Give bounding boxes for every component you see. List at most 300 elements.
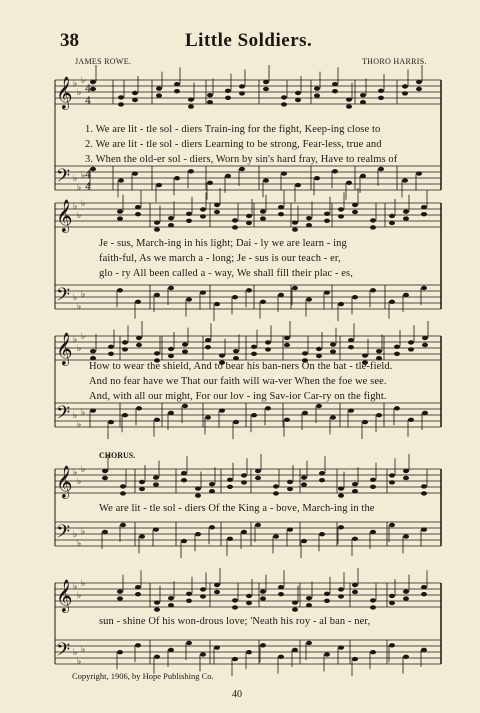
flat-icon: ♭ bbox=[73, 293, 78, 303]
note-head bbox=[136, 336, 142, 340]
note-head bbox=[154, 607, 160, 611]
note-head bbox=[352, 590, 358, 594]
note-head bbox=[402, 91, 408, 95]
note-head bbox=[314, 86, 320, 90]
note-head bbox=[403, 469, 409, 473]
flat-icon: ♭ bbox=[81, 527, 86, 537]
note-head bbox=[306, 216, 312, 220]
note-head bbox=[284, 336, 290, 340]
note-head bbox=[403, 655, 409, 659]
note-head bbox=[255, 476, 261, 480]
note-head bbox=[200, 214, 206, 218]
note-head bbox=[324, 592, 330, 596]
note-head bbox=[188, 104, 194, 108]
note-head bbox=[225, 89, 231, 93]
note-head bbox=[168, 223, 174, 227]
flat-icon: ♭ bbox=[77, 477, 82, 487]
note-head bbox=[246, 601, 252, 605]
flat-icon: ♭ bbox=[73, 648, 78, 658]
note-head bbox=[338, 645, 344, 649]
note-head bbox=[319, 471, 325, 475]
flat-icon: ♭ bbox=[73, 174, 78, 184]
flat-icon: ♭ bbox=[81, 408, 86, 418]
note-head bbox=[153, 482, 159, 486]
note-head bbox=[135, 585, 141, 589]
note-head bbox=[263, 87, 269, 91]
note-head bbox=[209, 482, 215, 486]
note-head bbox=[338, 587, 344, 591]
flat-icon: ♭ bbox=[81, 76, 86, 86]
lyric-line: And no fear have we That our faith will wa-ver When the foe we see. bbox=[89, 376, 387, 387]
note-head bbox=[273, 484, 279, 488]
note-head bbox=[174, 89, 180, 93]
note-head bbox=[421, 527, 427, 531]
note-head bbox=[260, 589, 266, 593]
note-head bbox=[306, 223, 312, 227]
note-head bbox=[153, 475, 159, 479]
note-head bbox=[132, 91, 138, 95]
note-head bbox=[316, 404, 322, 408]
note-head bbox=[295, 91, 301, 95]
note-head bbox=[132, 98, 138, 102]
note-head bbox=[408, 347, 414, 351]
note-head bbox=[260, 300, 266, 304]
note-head bbox=[263, 80, 269, 84]
note-head bbox=[403, 476, 409, 480]
note-head bbox=[330, 349, 336, 353]
note-head bbox=[394, 345, 400, 349]
note-head bbox=[214, 645, 220, 649]
note-head bbox=[135, 205, 141, 209]
note-head bbox=[324, 212, 330, 216]
note-head bbox=[186, 297, 192, 301]
note-head bbox=[352, 537, 358, 541]
note-head bbox=[292, 220, 298, 224]
note-head bbox=[239, 167, 245, 171]
note-head bbox=[132, 171, 138, 175]
lyric-line: How to wear the shield, And to bear his ban-ners On the bat - tle-field. bbox=[89, 361, 393, 372]
note-head bbox=[403, 293, 409, 297]
time-signature: 4 bbox=[85, 182, 92, 193]
note-head bbox=[186, 592, 192, 596]
note-head bbox=[168, 596, 174, 600]
note-head bbox=[214, 590, 220, 594]
note-head bbox=[154, 227, 160, 231]
note-head bbox=[168, 411, 174, 415]
note-head bbox=[421, 491, 427, 495]
note-head bbox=[370, 288, 376, 292]
note-head bbox=[338, 207, 344, 211]
note-head bbox=[260, 596, 266, 600]
note-head bbox=[108, 352, 114, 356]
note-head bbox=[139, 534, 145, 538]
note-head bbox=[102, 469, 108, 473]
note-head bbox=[227, 478, 233, 482]
note-head bbox=[281, 95, 287, 99]
note-head bbox=[352, 583, 358, 587]
note-head bbox=[389, 601, 395, 605]
note-head bbox=[188, 169, 194, 173]
note-head bbox=[233, 356, 239, 360]
note-head bbox=[330, 415, 336, 419]
note-head bbox=[182, 404, 188, 408]
page-number: 40 bbox=[232, 689, 242, 700]
note-head bbox=[422, 411, 428, 415]
note-head bbox=[370, 530, 376, 534]
note-head bbox=[135, 643, 141, 647]
note-head bbox=[306, 641, 312, 645]
note-head bbox=[90, 356, 96, 360]
flat-icon: ♭ bbox=[81, 645, 86, 655]
note-head bbox=[154, 293, 160, 297]
note-head bbox=[174, 176, 180, 180]
lyric-line: 1. We are lit - tle sol - diers Train-ing for the fight, Keep-ing close to bbox=[85, 124, 381, 135]
chorus-label: CHORUS. bbox=[99, 451, 136, 460]
note-head bbox=[360, 100, 366, 104]
note-head bbox=[108, 345, 114, 349]
note-head bbox=[278, 592, 284, 596]
note-head bbox=[287, 480, 293, 484]
note-head bbox=[389, 221, 395, 225]
note-head bbox=[403, 589, 409, 593]
note-head bbox=[338, 302, 344, 306]
note-head bbox=[389, 643, 395, 647]
note-head bbox=[332, 82, 338, 86]
note-head bbox=[200, 207, 206, 211]
note-head bbox=[370, 650, 376, 654]
note-head bbox=[421, 585, 427, 589]
note-head bbox=[239, 84, 245, 88]
flat-icon: ♭ bbox=[77, 344, 82, 354]
note-head bbox=[421, 648, 427, 652]
note-head bbox=[278, 293, 284, 297]
note-head bbox=[338, 594, 344, 598]
note-head bbox=[301, 482, 307, 486]
note-head bbox=[118, 178, 124, 182]
note-head bbox=[200, 652, 206, 656]
treble-clef-icon: 𝄞 bbox=[56, 199, 73, 232]
flat-icon: ♭ bbox=[73, 202, 78, 212]
note-head bbox=[219, 353, 225, 357]
note-head bbox=[316, 354, 322, 358]
treble-clef-icon: 𝄞 bbox=[56, 332, 73, 365]
note-head bbox=[207, 100, 213, 104]
note-head bbox=[287, 527, 293, 531]
note-head bbox=[207, 93, 213, 97]
note-head bbox=[205, 338, 211, 342]
flat-icon: ♭ bbox=[73, 335, 78, 345]
note-head bbox=[154, 600, 160, 604]
note-head bbox=[421, 592, 427, 596]
note-head bbox=[389, 473, 395, 477]
note-head bbox=[352, 203, 358, 207]
note-head bbox=[195, 486, 201, 490]
note-head bbox=[168, 286, 174, 290]
bass-clef-icon: 𝄢 bbox=[56, 166, 71, 191]
note-head bbox=[232, 657, 238, 661]
note-head bbox=[120, 523, 126, 527]
note-head bbox=[421, 484, 427, 488]
note-head bbox=[316, 347, 322, 351]
note-head bbox=[273, 491, 279, 495]
note-head bbox=[227, 485, 233, 489]
flat-icon: ♭ bbox=[73, 468, 78, 478]
note-head bbox=[122, 347, 128, 351]
treble-clef-icon: 𝄞 bbox=[56, 465, 73, 498]
note-head bbox=[416, 171, 422, 175]
note-head bbox=[265, 347, 271, 351]
note-head bbox=[225, 174, 231, 178]
flat-icon: ♭ bbox=[81, 332, 86, 342]
hymn-title: Little Soldiers. bbox=[185, 30, 313, 51]
note-head bbox=[265, 340, 271, 344]
flat-icon: ♭ bbox=[77, 302, 82, 312]
note-head bbox=[403, 216, 409, 220]
lyric-line: 3. When the old-er sol - diers, Worn by sin's hard fray, Have to realms of bbox=[85, 154, 398, 165]
note-head bbox=[376, 413, 382, 417]
time-signature: 4 bbox=[85, 96, 92, 107]
note-head bbox=[188, 97, 194, 101]
note-head bbox=[295, 183, 301, 187]
note-head bbox=[227, 537, 233, 541]
note-head bbox=[338, 486, 344, 490]
note-head bbox=[348, 345, 354, 349]
flat-icon: ♭ bbox=[77, 88, 82, 98]
note-head bbox=[295, 98, 301, 102]
note-head bbox=[186, 212, 192, 216]
note-head bbox=[422, 343, 428, 347]
note-head bbox=[389, 214, 395, 218]
note-head bbox=[378, 96, 384, 100]
note-head bbox=[324, 219, 330, 223]
note-head bbox=[370, 478, 376, 482]
flat-icon: ♭ bbox=[81, 290, 86, 300]
note-head bbox=[241, 473, 247, 477]
note-head bbox=[278, 212, 284, 216]
note-head bbox=[102, 476, 108, 480]
note-head bbox=[200, 587, 206, 591]
copyright-notice: Copyright, 1906, by Hope Publishing Co. bbox=[72, 671, 214, 681]
note-head bbox=[251, 345, 257, 349]
note-head bbox=[394, 406, 400, 410]
bass-clef-icon: 𝄢 bbox=[56, 403, 71, 428]
note-head bbox=[139, 487, 145, 491]
note-head bbox=[154, 418, 160, 422]
note-head bbox=[301, 539, 307, 543]
note-head bbox=[260, 216, 266, 220]
note-head bbox=[168, 354, 174, 358]
note-head bbox=[232, 218, 238, 222]
note-head bbox=[232, 605, 238, 609]
lyric-line: faith-ful, As we march a - long; Je - sus is our teach - er, bbox=[99, 253, 341, 264]
note-head bbox=[265, 406, 271, 410]
note-head bbox=[389, 480, 395, 484]
note-head bbox=[181, 471, 187, 475]
flat-icon: ♭ bbox=[73, 582, 78, 592]
flat-icon: ♭ bbox=[77, 211, 82, 221]
note-head bbox=[246, 594, 252, 598]
note-head bbox=[292, 648, 298, 652]
note-head bbox=[117, 209, 123, 213]
note-head bbox=[302, 411, 308, 415]
note-head bbox=[239, 91, 245, 95]
note-head bbox=[255, 523, 261, 527]
note-head bbox=[232, 598, 238, 602]
hymn-number: 38 bbox=[60, 30, 79, 51]
note-head bbox=[287, 487, 293, 491]
flat-icon: ♭ bbox=[81, 199, 86, 209]
note-head bbox=[348, 338, 354, 342]
note-head bbox=[225, 96, 231, 100]
note-head bbox=[246, 650, 252, 654]
note-head bbox=[156, 86, 162, 90]
note-head bbox=[260, 209, 266, 213]
note-head bbox=[403, 209, 409, 213]
note-head bbox=[174, 82, 180, 86]
note-head bbox=[338, 493, 344, 497]
note-head bbox=[182, 349, 188, 353]
lyric-line: sun - shine Of his won-drous love; 'Neath his roy - al ban - ner, bbox=[99, 616, 371, 627]
note-head bbox=[120, 491, 126, 495]
note-head bbox=[330, 342, 336, 346]
note-head bbox=[90, 408, 96, 412]
note-head bbox=[168, 216, 174, 220]
note-head bbox=[118, 102, 124, 106]
flat-icon: ♭ bbox=[77, 591, 82, 601]
note-head bbox=[302, 351, 308, 355]
note-head bbox=[281, 102, 287, 106]
note-head bbox=[118, 95, 124, 99]
note-head bbox=[389, 300, 395, 304]
note-head bbox=[284, 418, 290, 422]
note-head bbox=[284, 343, 290, 347]
note-head bbox=[195, 532, 201, 536]
note-head bbox=[156, 183, 162, 187]
note-head bbox=[154, 351, 160, 355]
note-head bbox=[214, 203, 220, 207]
note-head bbox=[416, 80, 422, 84]
note-head bbox=[332, 89, 338, 93]
note-head bbox=[200, 290, 206, 294]
note-head bbox=[205, 415, 211, 419]
note-head bbox=[168, 603, 174, 607]
note-head bbox=[260, 643, 266, 647]
note-head bbox=[314, 93, 320, 97]
note-head bbox=[378, 89, 384, 93]
note-head bbox=[233, 420, 239, 424]
note-head bbox=[376, 349, 382, 353]
note-head bbox=[207, 181, 213, 185]
note-head bbox=[281, 171, 287, 175]
note-head bbox=[136, 343, 142, 347]
note-head bbox=[263, 178, 269, 182]
note-head bbox=[306, 603, 312, 607]
note-head bbox=[332, 169, 338, 173]
note-head bbox=[154, 220, 160, 224]
note-head bbox=[278, 655, 284, 659]
note-head bbox=[389, 523, 395, 527]
note-head bbox=[338, 214, 344, 218]
lyric-line: We are lit - tle sol - diers Of the King a - bove, March-ing in the bbox=[99, 503, 375, 514]
note-head bbox=[362, 353, 368, 357]
note-head bbox=[214, 210, 220, 214]
note-head bbox=[408, 340, 414, 344]
note-head bbox=[403, 534, 409, 538]
note-head bbox=[154, 655, 160, 659]
note-head bbox=[402, 178, 408, 182]
note-head bbox=[120, 484, 126, 488]
note-head bbox=[319, 478, 325, 482]
note-head bbox=[402, 84, 408, 88]
note-head bbox=[122, 413, 128, 417]
note-head bbox=[306, 297, 312, 301]
note-head bbox=[233, 349, 239, 353]
note-head bbox=[360, 93, 366, 97]
flat-icon: ♭ bbox=[73, 530, 78, 540]
note-head bbox=[416, 87, 422, 91]
time-signature: 4 bbox=[85, 170, 92, 181]
note-head bbox=[181, 478, 187, 482]
note-head bbox=[186, 641, 192, 645]
note-head bbox=[278, 205, 284, 209]
note-head bbox=[186, 219, 192, 223]
note-head bbox=[376, 356, 382, 360]
note-head bbox=[241, 480, 247, 484]
note-head bbox=[273, 534, 279, 538]
note-head bbox=[255, 469, 261, 473]
flat-icon: ♭ bbox=[81, 171, 86, 181]
note-head bbox=[122, 340, 128, 344]
note-head bbox=[139, 480, 145, 484]
note-head bbox=[403, 596, 409, 600]
note-head bbox=[108, 420, 114, 424]
note-head bbox=[360, 174, 366, 178]
note-head bbox=[168, 648, 174, 652]
author-credit: JAMES ROWE. bbox=[75, 57, 132, 66]
note-head bbox=[346, 104, 352, 108]
note-head bbox=[362, 420, 368, 424]
note-head bbox=[324, 290, 330, 294]
note-head bbox=[186, 599, 192, 603]
note-head bbox=[370, 225, 376, 229]
note-head bbox=[278, 585, 284, 589]
note-head bbox=[246, 288, 252, 292]
note-head bbox=[301, 475, 307, 479]
flat-icon: ♭ bbox=[73, 411, 78, 421]
note-head bbox=[370, 485, 376, 489]
note-head bbox=[232, 225, 238, 229]
note-head bbox=[421, 286, 427, 290]
note-head bbox=[370, 605, 376, 609]
note-head bbox=[378, 167, 384, 171]
flat-icon: ♭ bbox=[73, 79, 78, 89]
lyric-line: And, with all our might, For our lov - ing Sav-ior Car-ry on the fight. bbox=[89, 391, 387, 402]
note-head bbox=[346, 97, 352, 101]
note-head bbox=[195, 493, 201, 497]
lyric-line: 2. We are lit - tle sol - diers Learning to be strong, Fear-less, true and bbox=[85, 139, 382, 150]
note-head bbox=[352, 210, 358, 214]
note-head bbox=[117, 650, 123, 654]
note-head bbox=[292, 600, 298, 604]
flat-icon: ♭ bbox=[77, 657, 82, 667]
time-signature: 4 bbox=[85, 84, 92, 95]
bass-clef-icon: 𝄢 bbox=[56, 640, 71, 665]
bass-clef-icon: 𝄢 bbox=[56, 522, 71, 547]
note-head bbox=[421, 205, 427, 209]
note-head bbox=[117, 596, 123, 600]
note-head bbox=[370, 218, 376, 222]
note-head bbox=[352, 489, 358, 493]
